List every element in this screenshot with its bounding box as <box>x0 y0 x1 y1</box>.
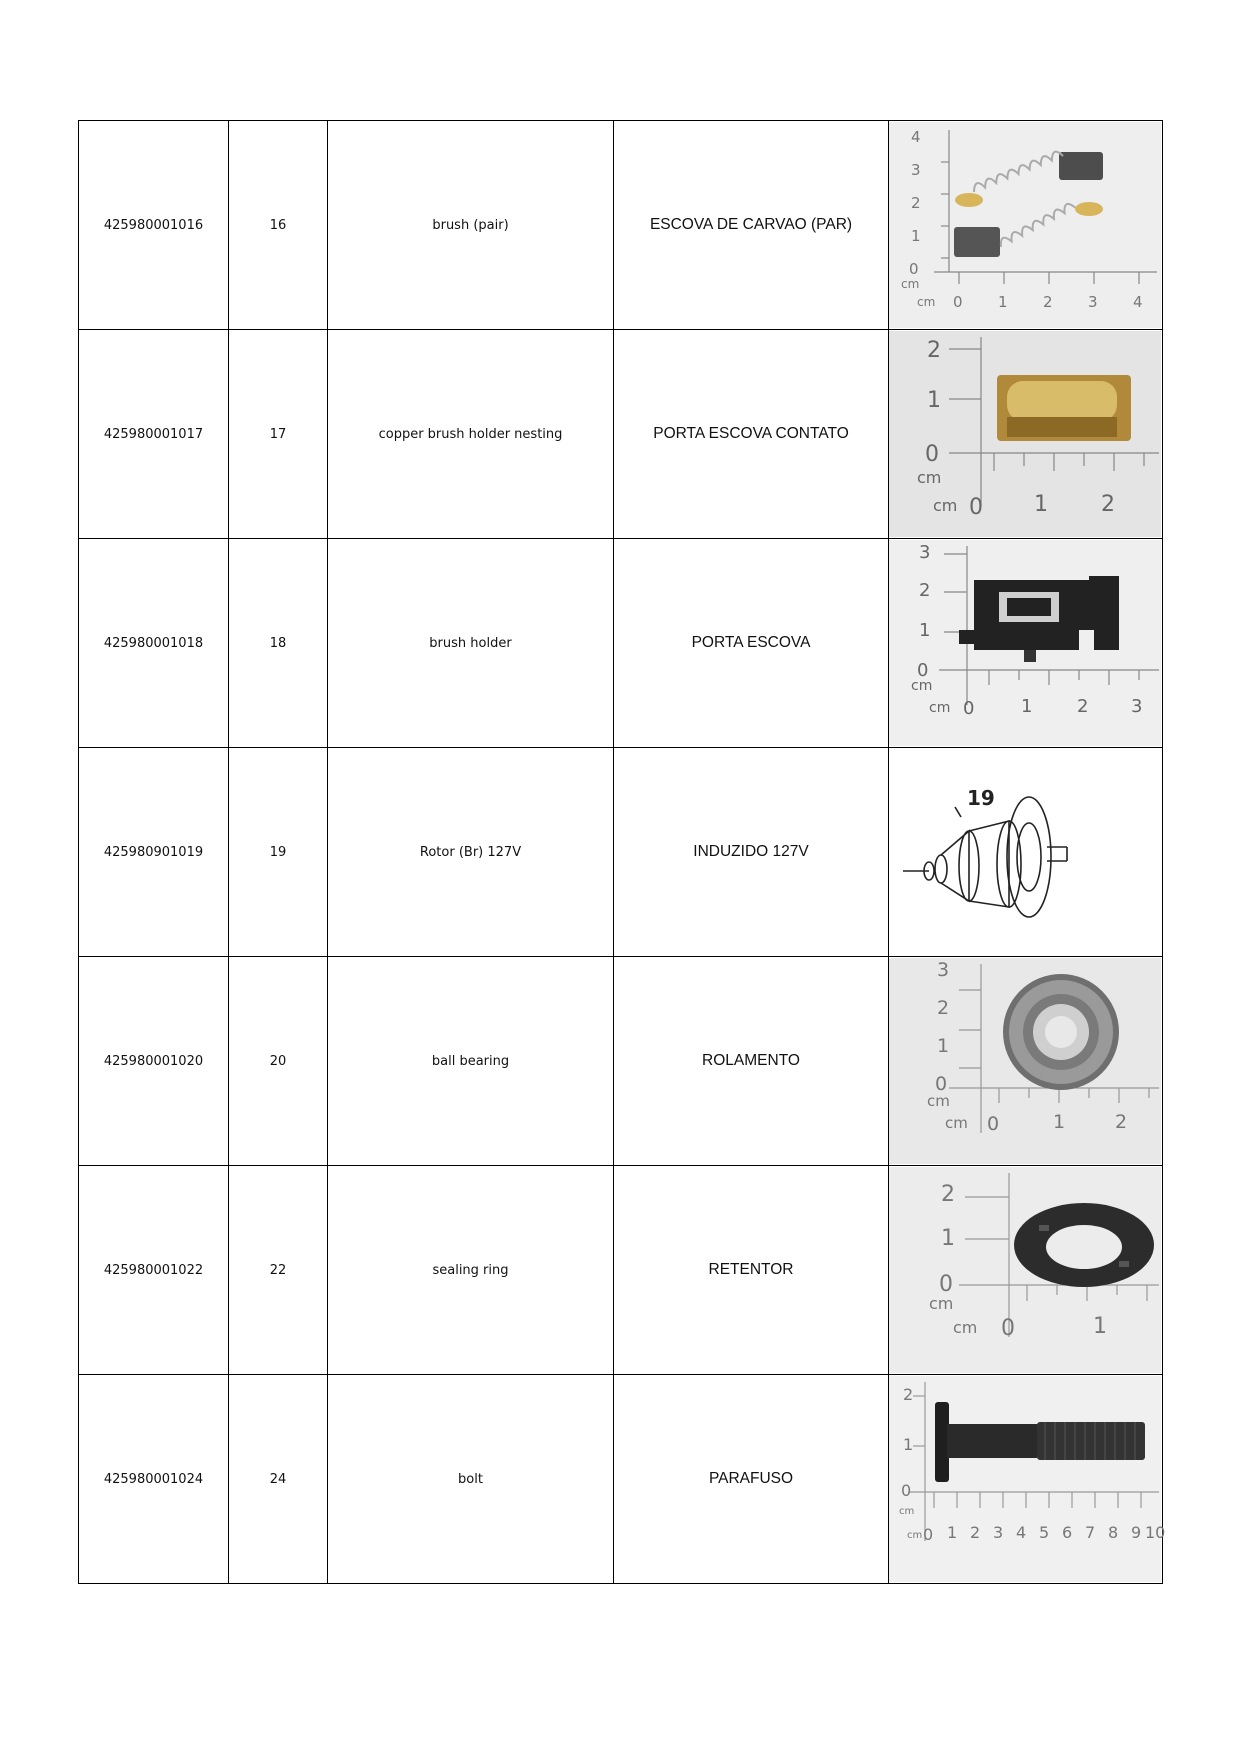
position-number: 24 <box>229 1375 328 1584</box>
scale-x-tick: 8 <box>1108 1523 1119 1542</box>
scale-y-tick: 3 <box>937 959 950 981</box>
position-number: 19 <box>229 748 328 957</box>
scale-y-tick: 0 <box>925 442 939 467</box>
rotor-drawing <box>889 749 1161 955</box>
part-photo-cell <box>889 121 1163 330</box>
scale-y-tick: 1 <box>937 1035 950 1057</box>
part-code: 425980001020 <box>79 957 229 1166</box>
table-row <box>79 539 1163 748</box>
scale-x-tick: 3 <box>993 1523 1004 1542</box>
scale-y-tick: 2 <box>941 1182 955 1207</box>
callout-number: 19 <box>967 786 995 810</box>
description-en: ball bearing <box>328 957 614 1166</box>
scale-x-tick: 1 <box>1034 492 1048 517</box>
scale-y-tick: 2 <box>927 338 941 363</box>
scale-y-tick: 2 <box>919 580 931 601</box>
scale-unit: cm <box>917 468 942 487</box>
scale-x-tick: 9 <box>1131 1523 1142 1542</box>
parts-table <box>78 120 1166 1584</box>
description-pt: ESCOVA DE CARVAO (PAR) <box>614 121 889 330</box>
scale-x-tick: 5 <box>1039 1523 1050 1542</box>
description-en: brush holder <box>328 539 614 748</box>
description-en: sealing ring <box>328 1166 614 1375</box>
scale-x-tick: 2 <box>1115 1111 1128 1133</box>
carbon-brush-photo <box>889 122 1161 328</box>
scale-x-tick: 2 <box>1077 696 1089 717</box>
description-pt: INDUZIDO 127V <box>614 748 889 957</box>
table-row <box>79 121 1163 330</box>
description-en: Rotor (Br) 127V <box>328 748 614 957</box>
part-code: 425980001022 <box>79 1166 229 1375</box>
scale-y-tick: 0 <box>939 1272 953 1297</box>
scale-unit: cm <box>911 678 933 694</box>
scale-x-tick: 2 <box>1043 293 1053 311</box>
scale-unit: cm <box>899 1506 915 1517</box>
scale-y-tick: 3 <box>919 542 931 563</box>
part-photo-cell <box>889 957 1163 1166</box>
scale-x-tick: 1 <box>998 293 1008 311</box>
part-photo-cell <box>889 748 1163 957</box>
description-pt: ROLAMENTO <box>614 957 889 1166</box>
position-number: 18 <box>229 539 328 748</box>
scale-x-tick: 0 <box>969 495 983 520</box>
table-row <box>79 748 1163 957</box>
scale-y-tick: 0 <box>909 260 919 278</box>
scale-unit: cm <box>953 1318 978 1337</box>
description-en: brush (pair) <box>328 121 614 330</box>
scale-y-tick: 4 <box>911 128 921 146</box>
scale-x-tick: 2 <box>1101 492 1115 517</box>
bolt-photo <box>889 1376 1166 1582</box>
sealing-ring-photo <box>889 1167 1161 1373</box>
scale-y-tick: 1 <box>927 388 941 413</box>
scale-x-tick: 1 <box>947 1523 958 1542</box>
table-row <box>79 1375 1163 1584</box>
scale-x-tick: 1 <box>1021 696 1033 717</box>
part-photo-cell <box>889 539 1163 748</box>
scale-y-tick: 2 <box>937 997 950 1019</box>
scale-unit: cm <box>907 1530 923 1541</box>
scale-y-tick: 2 <box>911 194 921 212</box>
position-number: 20 <box>229 957 328 1166</box>
scale-x-tick: 0 <box>963 698 975 719</box>
scale-x-tick: 7 <box>1085 1523 1096 1542</box>
scale-x-tick: 1 <box>1053 1111 1066 1133</box>
scale-x-tick: 4 <box>1016 1523 1027 1542</box>
table-row <box>79 957 1163 1166</box>
description-pt: PORTA ESCOVA CONTATO <box>614 330 889 539</box>
scale-y-tick: 0 <box>917 660 929 681</box>
scale-x-tick: 0 <box>987 1113 1000 1135</box>
part-code: 425980001016 <box>79 121 229 330</box>
scale-y-tick: 0 <box>901 1481 912 1500</box>
scale-x-tick: 0 <box>953 293 963 311</box>
description-en: copper brush holder nesting <box>328 330 614 539</box>
description-en: bolt <box>328 1375 614 1584</box>
description-pt: RETENTOR <box>614 1166 889 1375</box>
scale-x-tick: 6 <box>1062 1523 1073 1542</box>
scale-x-tick: 0 <box>923 1525 934 1544</box>
table-row <box>79 330 1163 539</box>
scale-x-tick: 3 <box>1131 696 1143 717</box>
part-code: 425980001017 <box>79 330 229 539</box>
part-code: 425980001018 <box>79 539 229 748</box>
scale-y-tick: 0 <box>935 1073 948 1095</box>
part-photo-cell <box>889 330 1163 539</box>
scale-x-tick: 10 <box>1145 1523 1166 1542</box>
brass-contact-photo <box>889 331 1161 537</box>
scale-y-tick: 2 <box>903 1385 914 1404</box>
part-photo-cell <box>889 1166 1163 1375</box>
scale-x-tick: 4 <box>1133 293 1143 311</box>
brush-holder-photo <box>889 540 1161 746</box>
scale-x-tick: 2 <box>970 1523 981 1542</box>
ball-bearing-photo <box>889 958 1161 1164</box>
scale-y-tick: 1 <box>941 1226 955 1251</box>
part-photo-cell <box>889 1375 1166 1584</box>
position-number: 17 <box>229 330 328 539</box>
scale-unit: cm <box>933 496 958 515</box>
part-code: 425980001024 <box>79 1375 229 1584</box>
scale-unit: cm <box>901 277 920 291</box>
scale-x-tick: 3 <box>1088 293 1098 311</box>
description-pt: PARAFUSO <box>614 1375 889 1584</box>
table-row <box>79 1166 1163 1375</box>
scale-y-tick: 1 <box>911 227 921 245</box>
scale-unit: cm <box>945 1114 968 1132</box>
scale-unit: cm <box>929 1294 954 1313</box>
scale-y-tick: 1 <box>903 1435 914 1454</box>
scale-unit: cm <box>929 700 951 716</box>
scale-unit: cm <box>927 1092 950 1110</box>
scale-x-tick: 0 <box>1001 1316 1015 1341</box>
part-code: 425980901019 <box>79 748 229 957</box>
scale-y-tick: 3 <box>911 161 921 179</box>
position-number: 16 <box>229 121 328 330</box>
scale-x-tick: 1 <box>1093 1314 1107 1339</box>
scale-unit: cm <box>917 295 936 309</box>
scale-y-tick: 1 <box>919 620 931 641</box>
description-pt: PORTA ESCOVA <box>614 539 889 748</box>
position-number: 22 <box>229 1166 328 1375</box>
